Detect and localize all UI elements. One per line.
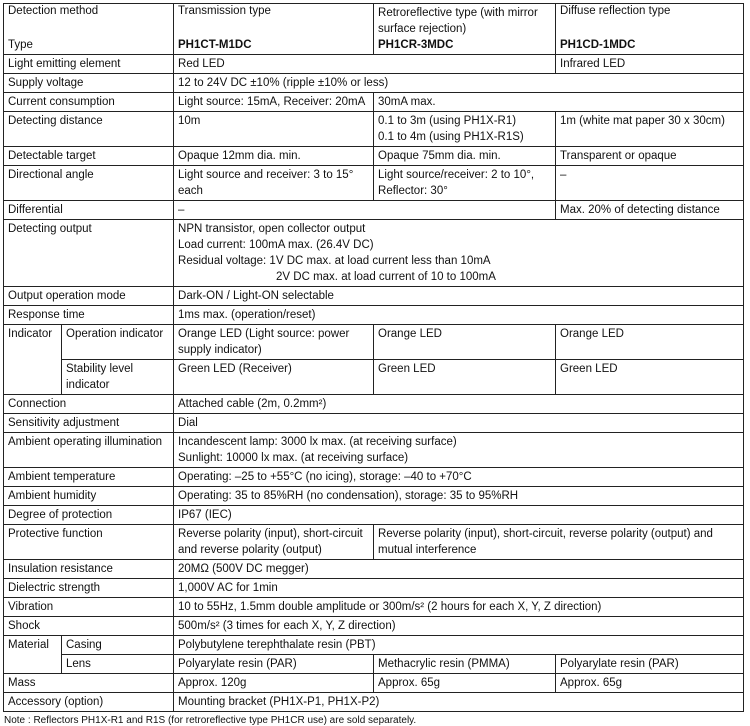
table-row	[4, 487, 744, 506]
table-row	[4, 693, 744, 712]
table-row	[4, 166, 744, 201]
row-label: Ambient temperature	[4, 468, 174, 487]
table-row	[4, 287, 744, 306]
retroreflective-type-label: Retroreflective type (with mirror surface rejection)	[378, 7, 538, 35]
cell-value: Reverse polarity (input), short-circuit, reverse polarity (output) and mutual interference	[374, 525, 744, 560]
row-label: Ambient operating illumination	[4, 433, 174, 468]
transmission-type-label: Transmission type	[178, 5, 271, 17]
row-label: Insulation resistance	[4, 560, 174, 579]
table-header-row	[4, 4, 744, 55]
table-row	[4, 306, 744, 325]
table-row	[4, 395, 744, 414]
table-row	[4, 220, 744, 287]
cell-value: Mounting bracket (PH1X-P1, PH1X-P2)	[174, 693, 744, 712]
cell-value	[174, 220, 744, 287]
cell-value: Orange LED	[556, 325, 744, 360]
cell-value: 500m/s² (3 times for each X, Y, Z direction)	[174, 617, 744, 636]
row-label: Accessory (option)	[4, 693, 174, 712]
cell-value: Green LED (Receiver)	[174, 360, 374, 395]
row-label: Connection	[4, 395, 174, 414]
table-row	[4, 55, 744, 74]
cell-value: Polyarylate resin (PAR)	[174, 655, 374, 674]
table-row	[4, 414, 744, 433]
cell-value: IP67 (IEC)	[174, 506, 744, 525]
cell-value	[374, 112, 556, 147]
cell-value: –	[174, 201, 556, 220]
cell-line: 2V DC max. at load current of 10 to 100mA	[276, 271, 496, 283]
cell-value: Light source/receiver: 2 to 10°, Reflector: 30°	[374, 166, 556, 201]
row-label: Detecting output	[4, 220, 174, 287]
table-row	[4, 655, 744, 674]
header-retro-cell	[374, 4, 556, 55]
cell-value: Max. 20% of detecting distance	[556, 201, 744, 220]
footnote: Note : Reflectors PH1X-R1 and R1S (for retroreflective type PH1CR use) are sold separately.	[4, 715, 417, 726]
row-label: Supply voltage	[4, 74, 174, 93]
cell-line: Load current: 100mA max. (26.4V DC)	[178, 239, 374, 251]
row-label: Directional angle	[4, 166, 174, 201]
cell-value: Dial	[174, 414, 744, 433]
cell-value: 10m	[174, 112, 374, 147]
row-label: Shock	[4, 617, 174, 636]
table-row	[4, 93, 744, 112]
row-label: Dielectric strength	[4, 579, 174, 598]
cell-value: 1m (white mat paper 30 x 30cm)	[556, 112, 744, 147]
cell-line: Residual voltage: 1V DC max. at load current less than 10mA	[178, 255, 491, 267]
cell-line: Sunlight: 10000 lx max. (at receiving surface)	[178, 452, 409, 464]
cell-value: Approx. 120g	[174, 674, 374, 693]
table-row	[4, 617, 744, 636]
cell-value: Operating: –25 to +55°C (no icing), storage: –40 to +70°C	[174, 468, 744, 487]
row-label: Current consumption	[4, 93, 174, 112]
cell-value: 1,000V AC for 1min	[174, 579, 744, 598]
cell-value: Operating: 35 to 85%RH (no condensation), storage: 35 to 95%RH	[174, 487, 744, 506]
cell-value: 20MΩ (500V DC megger)	[174, 560, 744, 579]
cell-value: Orange LED (Light source: power supply indicator)	[174, 325, 374, 360]
cell-value: Infrared LED	[556, 55, 744, 74]
cell-value: Transparent or opaque	[556, 147, 744, 166]
table-row	[4, 598, 744, 617]
row-label: Sensitivity adjustment	[4, 414, 174, 433]
header-transmission-cell	[174, 4, 374, 55]
cell-value: Orange LED	[374, 325, 556, 360]
header-method-cell	[4, 4, 174, 55]
cell-value: Red LED	[174, 55, 556, 74]
cell-value	[174, 433, 744, 468]
table-row	[4, 674, 744, 693]
cell-value: Light source: 15mA, Receiver: 20mA	[174, 93, 374, 112]
cell-value: Attached cable (2m, 0.2mm²)	[174, 395, 744, 414]
row-label: Mass	[4, 674, 174, 693]
row-label: Indicator	[4, 325, 62, 395]
row-label: Detectable target	[4, 147, 174, 166]
model-ct: PH1CT-M1DC	[178, 39, 252, 51]
table-row	[4, 360, 744, 395]
sub-label: Lens	[62, 655, 174, 674]
sub-label: Casing	[62, 636, 174, 655]
detection-method-label: Detection method	[8, 5, 99, 17]
table-row	[4, 147, 744, 166]
diffuse-type-label: Diffuse reflection type	[560, 5, 671, 17]
row-label: Vibration	[4, 598, 174, 617]
row-label: Material	[4, 636, 62, 674]
cell-value: Approx. 65g	[374, 674, 556, 693]
row-label: Protective function	[4, 525, 174, 560]
cell-value: Green LED	[374, 360, 556, 395]
row-label: Detecting distance	[4, 112, 174, 147]
cell-value: Methacrylic resin (PMMA)	[374, 655, 556, 674]
cell-value: –	[556, 166, 744, 201]
cell-line: Incandescent lamp: 3000 lx max. (at receiving surface)	[178, 436, 457, 448]
cell-value: Polyarylate resin (PAR)	[556, 655, 744, 674]
header-diffuse-cell	[556, 4, 744, 55]
row-label: Degree of protection	[4, 506, 174, 525]
table-row	[4, 525, 744, 560]
cell-value: Green LED	[556, 360, 744, 395]
row-label: Output operation mode	[4, 287, 174, 306]
row-label: Ambient humidity	[4, 487, 174, 506]
model-cd: PH1CD-1MDC	[560, 39, 636, 51]
cell-value: Dark-ON / Light-ON selectable	[174, 287, 744, 306]
specifications-table	[3, 3, 744, 712]
table-row	[4, 74, 744, 93]
cell-line: 0.1 to 3m (using PH1X-R1)	[378, 115, 517, 127]
cell-value: Opaque 12mm dia. min.	[174, 147, 374, 166]
cell-value: Opaque 75mm dia. min.	[374, 147, 556, 166]
cell-value: 10 to 55Hz, 1.5mm double amplitude or 300m/s² (2 hours for each X, Y, Z direction)	[174, 598, 744, 617]
row-label: Differential	[4, 201, 174, 220]
model-cr: PH1CR-3MDC	[378, 39, 454, 51]
table-row	[4, 506, 744, 525]
cell-value: Polybutylene terephthalate resin (PBT)	[174, 636, 744, 655]
row-label: Response time	[4, 306, 174, 325]
sub-label: Stability level indicator	[62, 360, 174, 395]
cell-value: Light source and receiver: 3 to 15° each	[174, 166, 374, 201]
cell-line: 0.1 to 4m (using PH1X-R1S)	[378, 131, 524, 143]
cell-value: Approx. 65g	[556, 674, 744, 693]
table-row	[4, 201, 744, 220]
table-row	[4, 433, 744, 468]
cell-value: 12 to 24V DC ±10% (ripple ±10% or less)	[174, 74, 744, 93]
cell-line: NPN transistor, open collector output	[178, 223, 366, 235]
cell-value: 1ms max. (operation/reset)	[174, 306, 744, 325]
type-label: Type	[8, 39, 33, 51]
sub-label: Operation indicator	[62, 325, 174, 360]
table-row	[4, 560, 744, 579]
table-row	[4, 579, 744, 598]
row-label: Light emitting element	[4, 55, 174, 74]
table-row	[4, 636, 744, 655]
cell-value: Reverse polarity (input), short-circuit and reverse polarity (output)	[174, 525, 374, 560]
spec-sheet	[3, 3, 743, 726]
table-row	[4, 468, 744, 487]
table-row	[4, 325, 744, 360]
cell-value: 30mA max.	[374, 93, 744, 112]
table-row	[4, 112, 744, 147]
